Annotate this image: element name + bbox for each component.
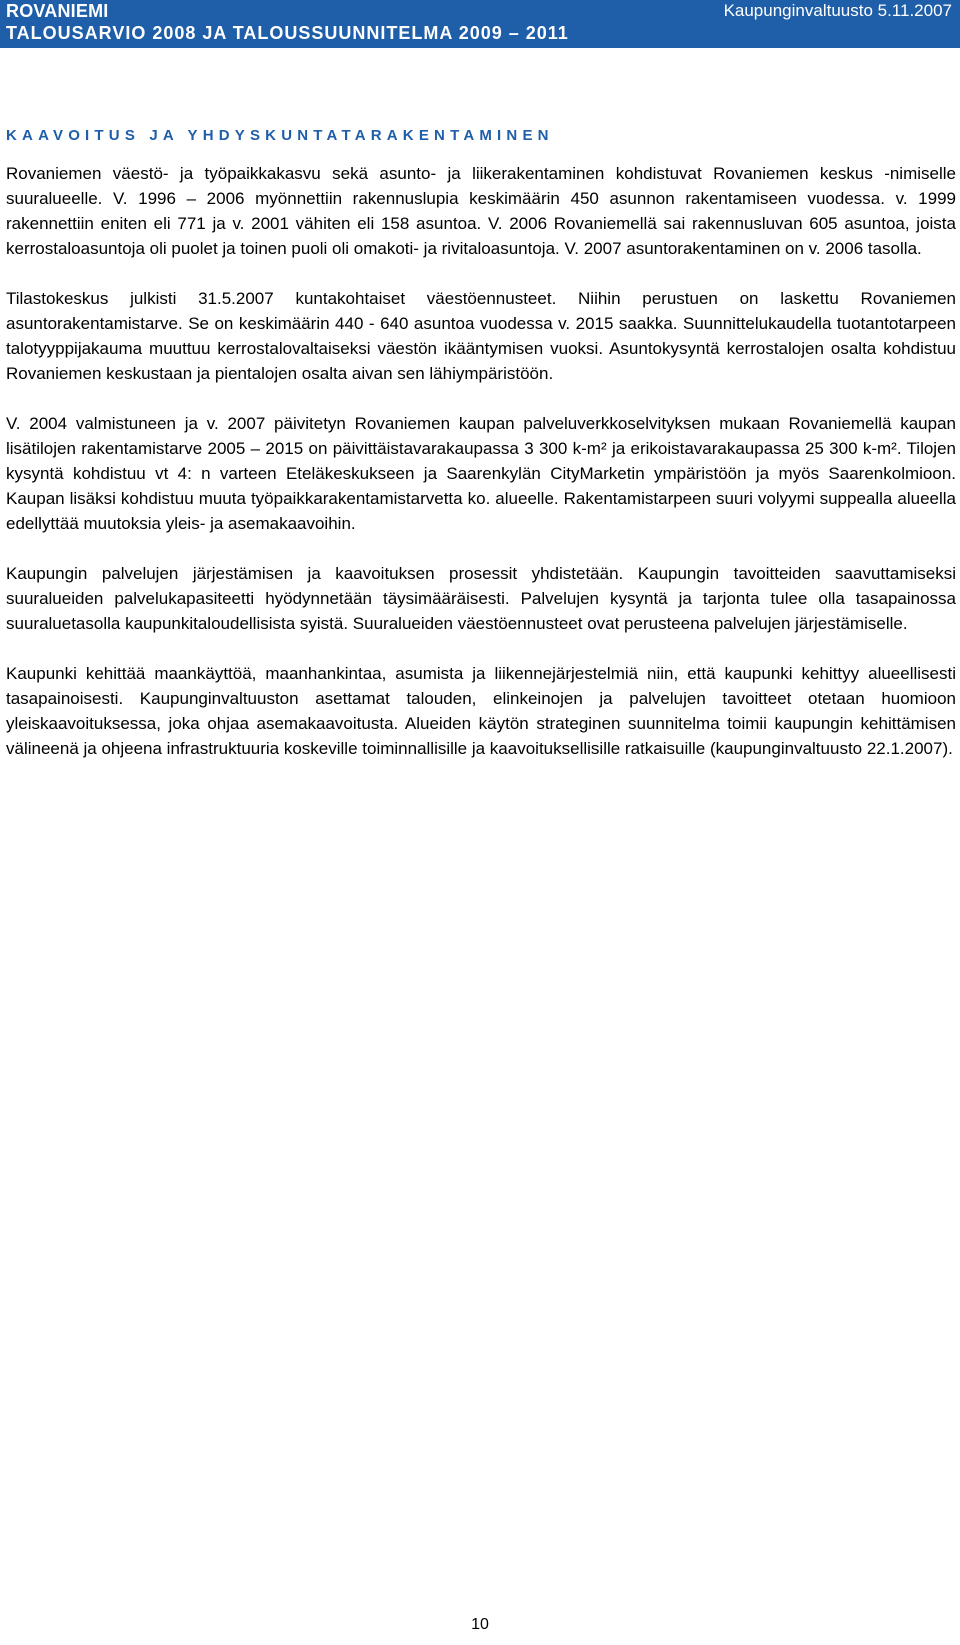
paragraph-land-use-strategy: Kaupunki kehittää maankäyttöä, maanhankintaa, asumista ja liikennejärjestelmiä niin, että kaupunki kehittyy alueellisesti tasapainoisesti. Kaupunginvaltuuston asettamat talouden, elinkeinojen ja palvelujen tavoitteet otetaan huomioon yleiskaavoituksessa, joka ohjaa asemakaavoitusta. Alueiden käytön strateginen suunnitelma toimii kaupungin kehittämisen välineenä ja ohjeena infrastruktuuria koskeville toiminnallisille ja kaavoituksellisille ratkaisuille (kaupunginvaltuusto 22.1.2007). [6, 664, 956, 758]
paragraph-population-forecast: Tilastokeskus julkisti 31.5.2007 kuntakohtaiset väestöennusteet. Niihin perustuen on laskettu Rovaniemen asuntorakentamistarve. Se on keskimäärin 440 - 640 asuntoa vuodessa v. 2015 saakka. Suunnittelukaudella tuotantotarpeen talotyyppijakauma muuttuu kerrostalovaltaiseksi väestön ikääntymisen vuoksi. Asuntokysyntä kerrostalojen osalta kohdistuu Rovaniemen keskustaan ja pientalojen osalta aivan sen lähiympäristöön. [6, 289, 956, 383]
body-text [6, 161, 956, 786]
document-title: TALOUSARVIO 2008 JA TALOUSSUUNNITELMA 2009 – 2011 [6, 23, 569, 43]
paragraph-housing-growth: Rovaniemen väestö- ja työpaikkakasvu sekä asunto- ja liikerakentaminen kohdistuvat Rovaniemen keskus -nimiselle suuralueelle. V. 1996 – 2006 myönnettiin rakennuslupia keskimäärin 450 asunnon rakentamiseen vuodessa. v. 1999 rakennettiin eniten eli 771 ja v. 2001 vähiten eli 158 asuntoa. V. 2006 Rovaniemellä sai rakennusluvan 605 asuntoa, joista kerrostaloasuntoja oli puolet ja toinen puoli oli omakoti- ja rivitaloasuntoja. V. 2007 asuntorakentaminen on v. 2006 tasolla. [6, 164, 956, 258]
organization-name: ROVANIEMI [6, 1, 109, 21]
paragraph-retail-network: V. 2004 valmistuneen ja v. 2007 päivitetyn Rovaniemen kaupan palveluverkkoselvityksen mukaan Rovaniemellä kaupan lisätilojen rakentamistarve 2005 – 2015 on päivittäistavarakaupassa 3 300 k-m² ja erikoistavarakaupassa 25 300 k-m². Tilojen kysyntä kohdistuu vt 4: n varteen Eteläkeskukseen ja Saarenkylän CityMarketin ympäristöön ja myös Saarenkolmioon. Kaupan lisäksi kohdistuu muuta työpaikkarakentamistarvetta ko. alueelle. Rakentamistarpeen suuri volyymi suppealla alueella edellyttää muutoksia yleis- ja asemakaavoihin. [6, 414, 956, 533]
section-heading: KAAVOITUS JA YHDYSKUNTATARAKENTAMINEN [6, 127, 554, 144]
paragraph-services-planning: Kaupungin palvelujen järjestämisen ja kaavoituksen prosessit yhdistetään. Kaupungin tavoitteiden saavuttamiseksi suuralueiden palvelukapasiteetti hyödynnetään täysimääräisesti. Palvelujen kysyntä ja tarjonta tulee olla tasapainossa suuraluetasolla kaupunkitaloudellisista syistä. Suuralueiden väestöennusteet ovat perusteena palvelujen järjestämiselle. [6, 564, 956, 633]
meeting-date: Kaupunginvaltuusto 5.11.2007 [723, 1, 952, 20]
document-header-bar [0, 0, 960, 48]
page-number: 10 [471, 1616, 489, 1633]
